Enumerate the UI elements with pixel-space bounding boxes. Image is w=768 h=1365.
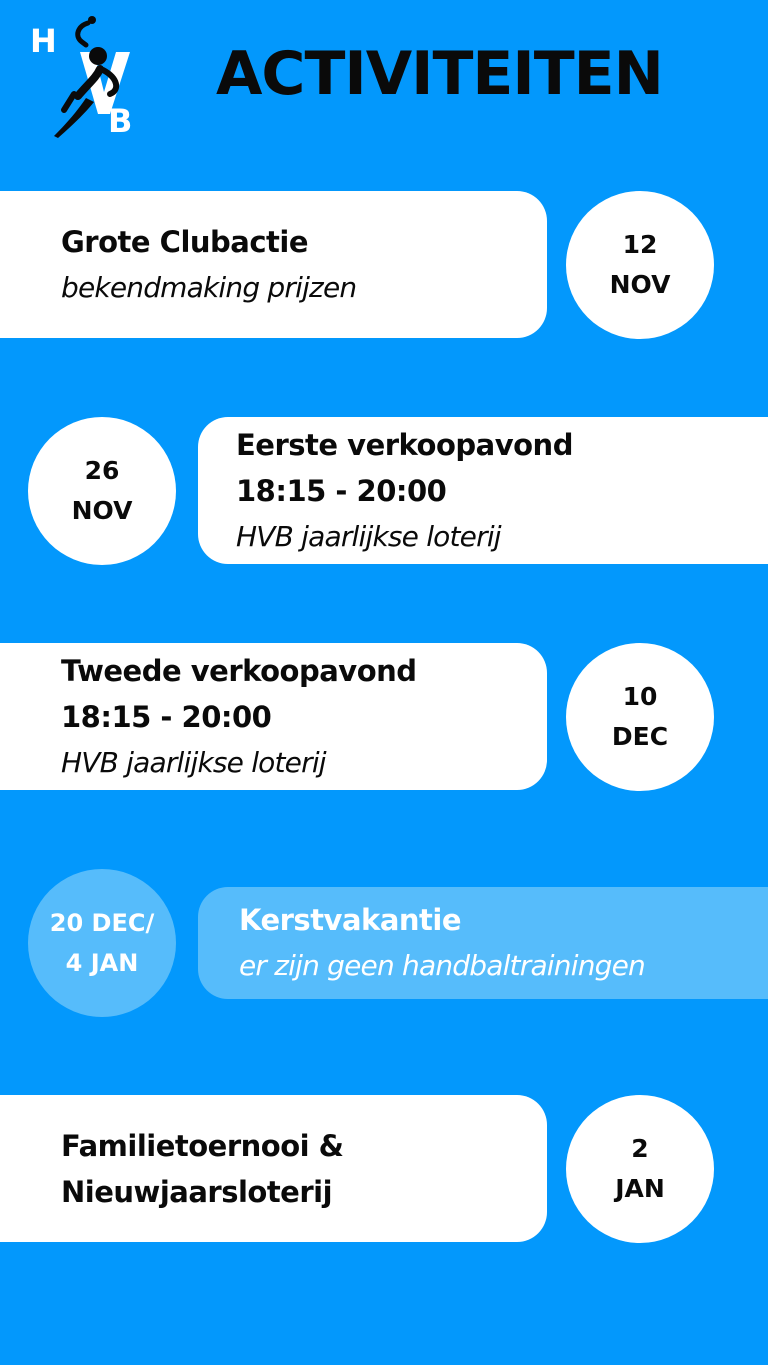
- event-title: Grote Clubactie: [61, 224, 309, 259]
- event-card-familietoernooi: [0, 1095, 547, 1242]
- date-month: NOV: [71, 496, 133, 525]
- date-day: 12: [622, 230, 658, 259]
- date-day: 2: [631, 1134, 649, 1163]
- club-logo: [28, 14, 140, 140]
- event-date-badge: [566, 1095, 714, 1243]
- event-card-eerste-verkoopavond: [198, 417, 768, 564]
- svg-text:B: B: [108, 102, 133, 140]
- date-start: 20 DEC/: [49, 909, 155, 937]
- event-subtitle: HVB jaarlijkse loterij: [236, 519, 501, 553]
- event-subtitle: HVB jaarlijkse loterij: [61, 745, 326, 779]
- event-card-tweede-verkoopavond: [0, 643, 547, 790]
- handball-player-icon: [28, 14, 140, 140]
- event-date-badge: [566, 643, 714, 791]
- event-time: 18:15 - 20:00: [236, 473, 447, 508]
- event-time: 18:15 - 20:00: [61, 699, 272, 734]
- date-month: DEC: [611, 722, 669, 751]
- event-subtitle: er zijn geen handbaltrainingen: [239, 949, 645, 982]
- event-date-badge: [566, 191, 714, 339]
- event-title: Eerste verkoopavond: [236, 427, 573, 462]
- date-day: 10: [622, 682, 658, 711]
- date-month: JAN: [615, 1174, 665, 1203]
- event-card-grote-clubactie: [0, 191, 547, 338]
- date-end: 4 JAN: [65, 949, 139, 977]
- event-title: Tweede verkoopavond: [61, 653, 417, 688]
- event-title-line2: Nieuwjaarsloterij: [61, 1174, 333, 1209]
- page-title: ACTIVITEITEN: [216, 39, 663, 109]
- event-title: Kerstvakantie: [239, 903, 462, 937]
- svg-text:H: H: [30, 22, 57, 60]
- event-card-kerstvakantie: [198, 887, 768, 999]
- event-date-badge: [28, 417, 176, 565]
- date-month: NOV: [609, 270, 671, 299]
- event-title-line1: Familietoernooi &: [61, 1128, 344, 1163]
- event-subtitle: bekendmaking prijzen: [61, 270, 357, 304]
- event-date-badge: [28, 869, 176, 1017]
- date-day: 26: [84, 456, 120, 485]
